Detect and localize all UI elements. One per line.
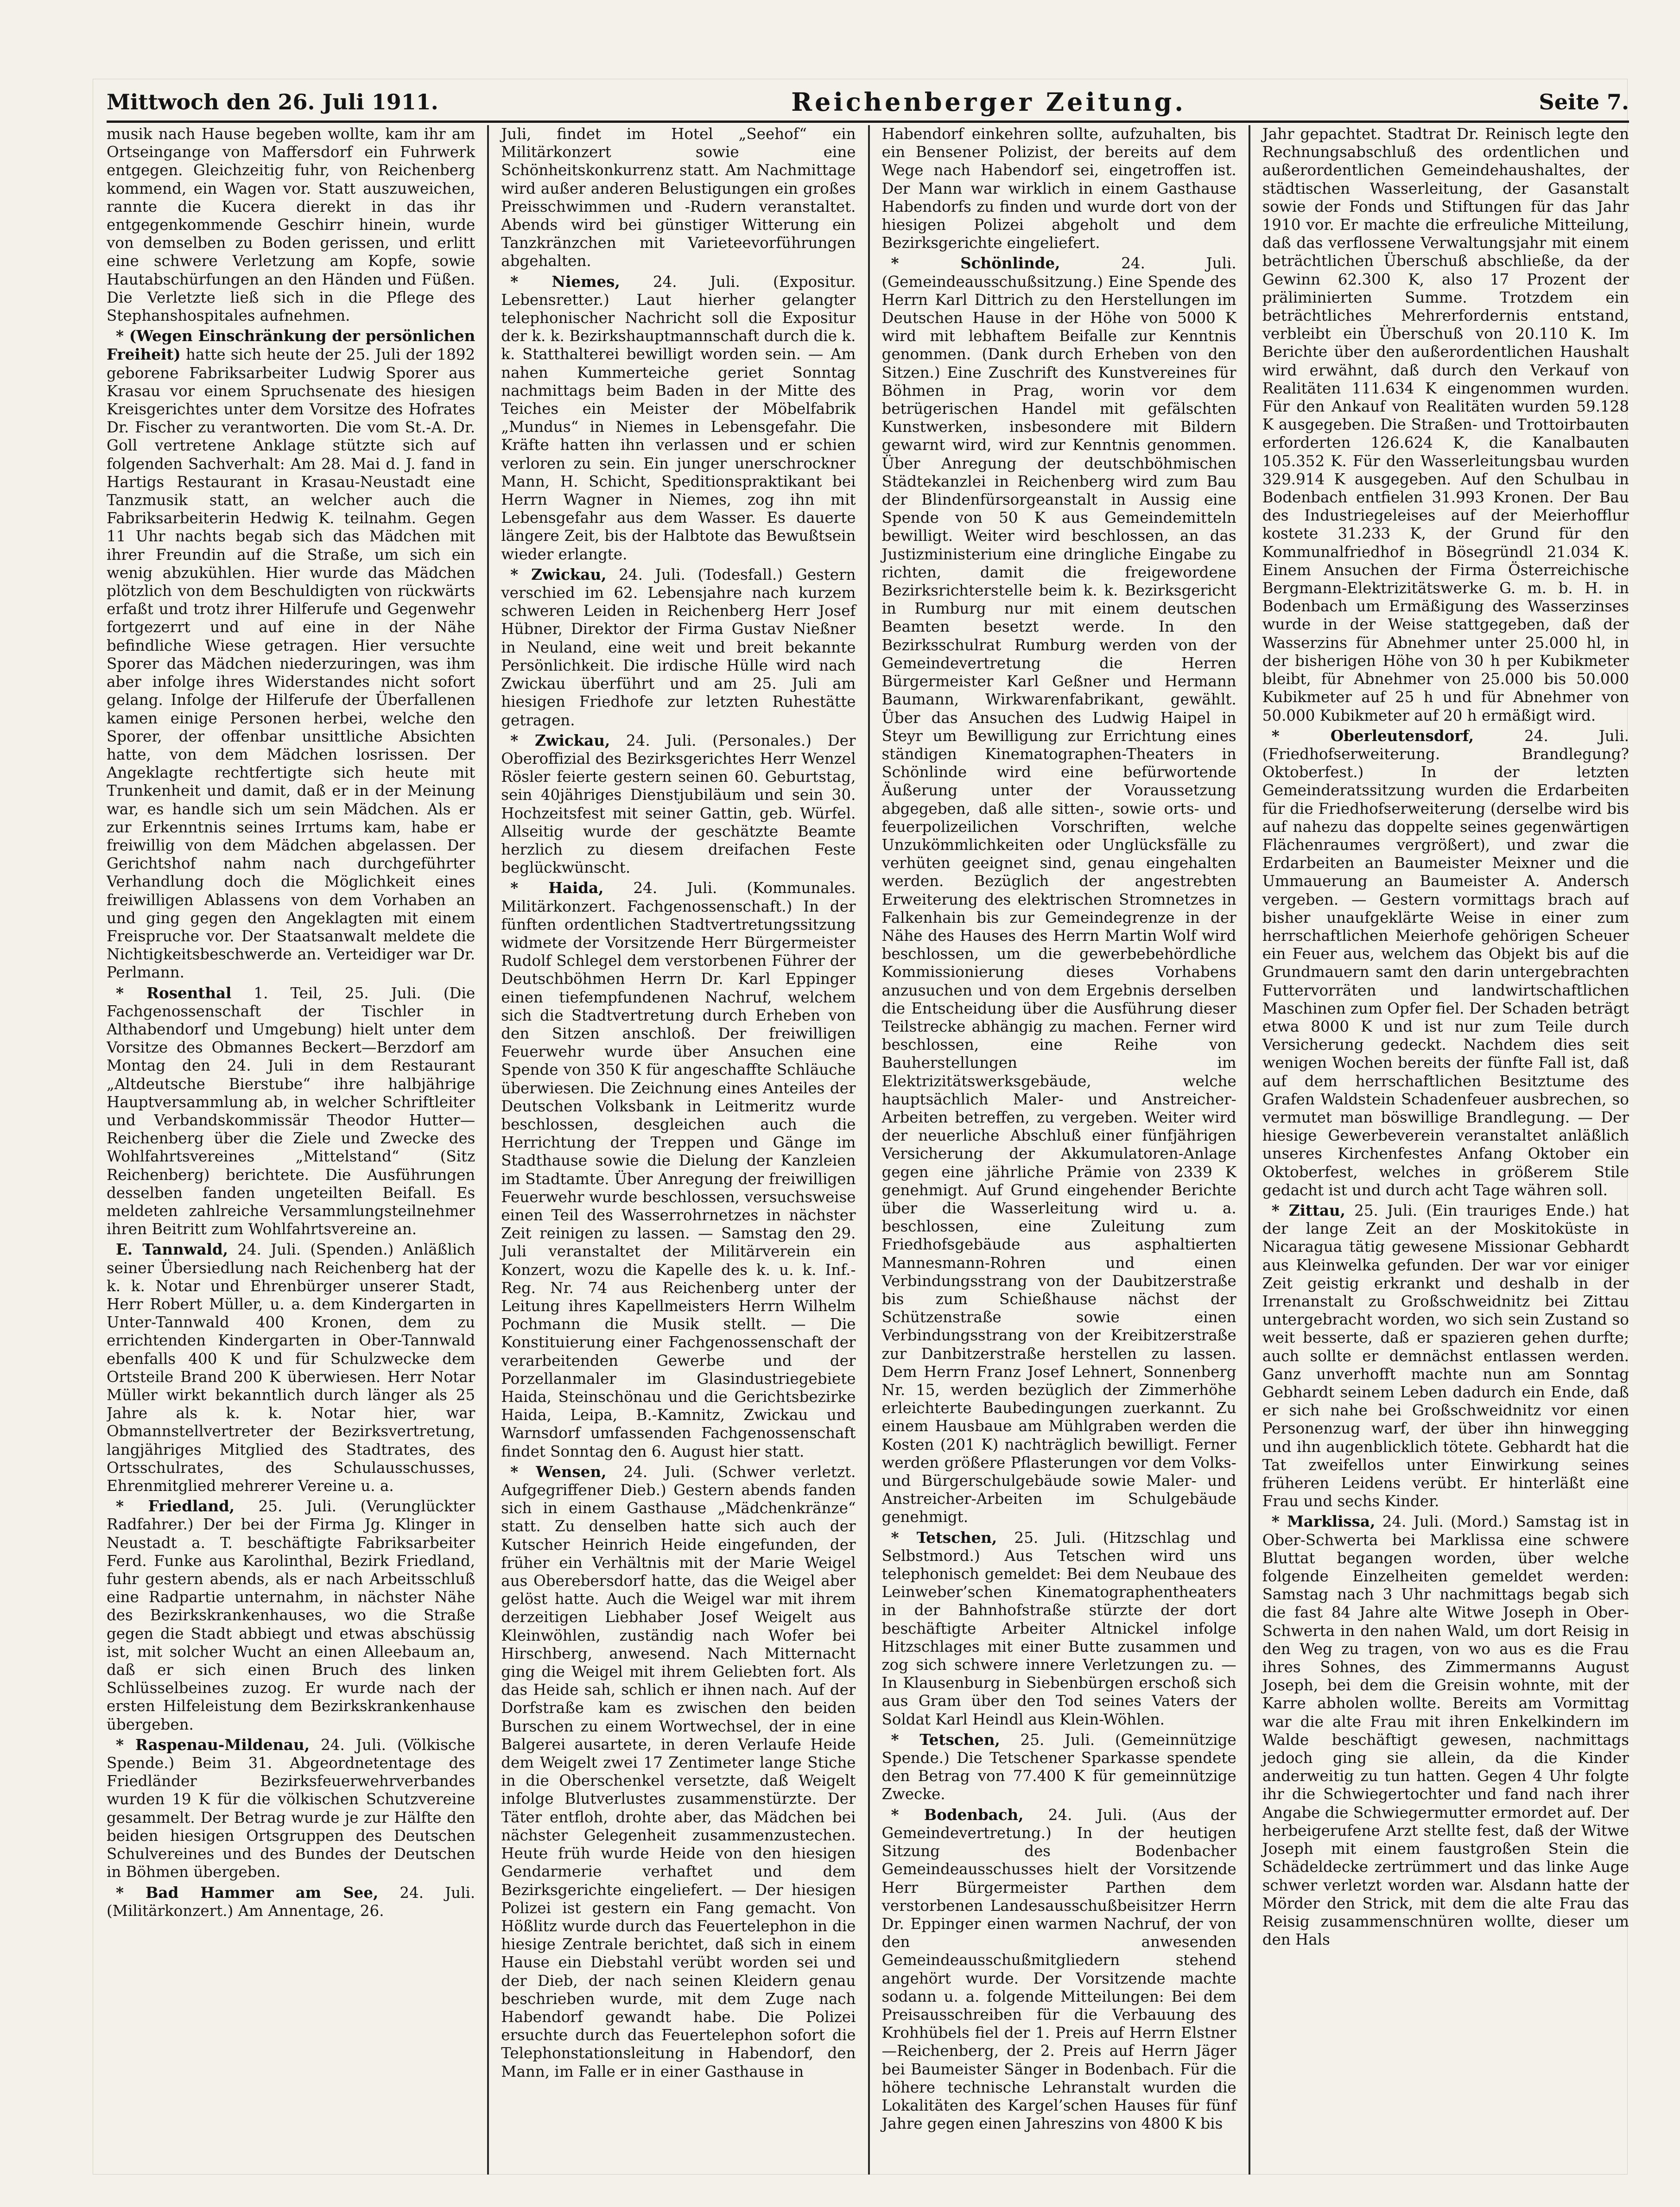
article-body: 24. Juli. (Friedhofserweiterung. Brandlegung? Oktoberfest.) In der letzten Gemeinderatssitzung wurden die Erdarbeiten für die Friedhofserweiterung (derselbe wird bis auf nahezu das doppelte seines gegenwärtigen Flächenraumes vergrößert), und zwar die Erdarbeiten an Baumeister Meixner und die Ummauerung an Baumeister A. Andersch vergeben. — Gestern vormittags brach auf bisher unaufgeklärte Weise in einer zum herrschaftlichen Meierhofe gehörigen Scheuer ein Feuer aus, welchem das Objekt bis auf die Grundmauern samt den darin untergebrachten Futtervorräten und landwirtschaftlichen Maschinen zum Opfer fiel. Der Schaden beträgt etwa 8000 K und ist nur zum Teile durch Versicherung gedeckt. Nachdem dies seit wenigen Wochen bereits der fünfte Fall ist, daß auf dem herrschaftlichen Besitztume des Grafen Waldstein Schadenfeuer ausbrechen, so vermutet man böswillige Brandlegung. — Der hiesige Gewerbeverein veranstaltet anläßlich unseres Kirchenfestes Anfang Oktober ein Oktoberfest, welches in größerem Stile gedacht ist und durch acht Tage währen soll. [1262, 727, 1629, 1199]
article [107, 1736, 475, 1882]
page-header [107, 83, 1629, 123]
article-dateline: * Marklissa, [1271, 1512, 1376, 1531]
newspaper-title: Reichenberger Zeitung. [791, 87, 1186, 117]
article-dateline: * Zwickau, [510, 565, 607, 583]
article-body: 24. Juli. (Kommunales. Militärkonzert. Fachgenossenschaft.) In der fünften ordentlichen Stadtvertretungssitzung widmete der Vorsitzende Herr Bürgermeister Rudolf Schlegel dem verstorbenen Führer der Deutschböhmen Herrn Dr. Karl Eppinger einen tiefempfundenen Nachruf, welchem sich die Stadtvertretung durch Erheben von den Sitzen anschloß. Der freiwilligen Feuerwehr wurde über Ansuchen eine Spende von 350 K für angeschaffte Schläuche überwiesen. Die Zeichnung eines Anteiles der Deutschen Volksbank in Leitmeritz wurde beschlossen, desgleichen auch die Herrichtung der Treppen und Gänge im Stadthause sowie die Dielung der Kanzleien im Stadtamte. Über Anregung der freiwilligen Feuerwehr wurde beschlossen, versuchsweise einen Teil des Wasserrohrnetzes in nächster Zeit reinigen zu lassen. — Samstag den 29. Juli veranstaltet der Militärverein ein Konzert, wozu die Kapelle des k. u. k. Inf.-Reg. Nr. 74 aus Reichenberg unter der Leitung ihres Kapellmeisters Herrn Wilhelm Pochmann die Musik stellt. — Die Konstituierung einer Fachgenossenschaft der verarbeitenden Gewerbe und der Porzellanmaler im Glasindustriegebiete Haida, Steinschönau und die Gerichtsbezirke Haida, Leipa, B.-Kamnitz, Zwickau und Warnsdorf umfassenden Fachgenossenschaft findet Sonntag den 6. August hier statt. [501, 879, 856, 1460]
article-body: 24. Juli. (Aus der Gemeindevertretung.) In der heutigen Sitzung des Bodenbacher Gemeindeausschusses hielt der Vorsitzende Herr Bürgermeister Parthen dem verstorbenen Landesausschußbeisitzer Herrn Dr. Eppinger einen warmen Nachruf, der von den anwesenden Gemeindeausschußmitgliedern stehend angehört wurde. Der Vorsitzende machte sodann u. a. folgende Mitteilungen: Bei dem Preisausschreiben für die Verbauung des Krohhübels fiel der 1. Preis auf Herrn Elstner—Reichenberg, der 2. Preis auf Herrn Jäger bei Baumeister Sänger in Bodenbach. Für die höhere technische Lehranstalt wurden die Lokalitäten des Kargel’schen Hauses für fünf Jahre gegen einen Jahreszins von 4800 K bis [881, 1806, 1236, 2133]
article-dateline: * Zittau, [1271, 1201, 1345, 1219]
article-body: 24. Juli. (Militärkonzert.) Am Annentage, 26. [107, 1884, 475, 1920]
header-date: Mittwoch den 26. Juli 1911. [107, 89, 438, 114]
article-body: hatte sich heute der 25. Juli der 1892 geborene Fabriksarbeiter Ludwig Sporer aus Krasau vor einem Spruchsenate des hiesigen Kreisgerichtes unter dem Vorsitze des Hofrates Dr. Fischer zu verantworten. Die vom St.-A. Dr. Goll vertretene Anklage stützte sich auf folgenden Sachverhalt: Am 28. Mai d. J. fand in Hartigs Restaurant in Krasau-Neustadt eine Tanzmusik statt, an welcher auch die Fabriksarbeiterin Hedwig K. teilnahm. Gegen 11 Uhr nachts begab sich das Mädchen mit ihrer Freundin auf die Straße, um sich ein wenig abzukühlen. Hier wurde das Mädchen plötzlich von dem Beschuldigten von rückwärts erfaßt und trotz ihrer Hilferufe und Gegenwehr fortgezerrt und auf eine in der Nähe befindliche Wiese getragen. Hier versuchte Sporer das Mädchen niederzuringen, was ihm aber infolge ihres Widerstandes nicht sofort gelang. Infolge der Hilferufe der Überfallenen kamen einige Personen herbei, welche den Sporer, der offenbar unsittliche Absichten hatte, von dem Mädchen losrissen. Der Angeklagte rechtfertigte sich heute mit Trunkenheit und damit, daß er in der Meinung war, es handle sich um sein Mädchen. Als er zur Erkenntnis seines Irrtums kam, habe er freiwillig von dem Mädchen abgelassen. Der Gerichtshof nahm nach durchgeführter Verhandlung doch die Möglichkeit eines freiwilligen Ablassens von dem Vorhaben an und ging gegen den Angeklagten mit einem Freispruche vor. Der Staatsanwalt meldete die Nichtigkeitsbeschwerde an. Verteidiger war Dr. Perlmann. [107, 346, 475, 982]
article-dateline: * Zwickau, [510, 731, 610, 749]
article-continuation: Habendorf einkehren sollte, aufzuhalten, bis ein Bensener Polizist, der bereits auf dem Wege nach Habendorf sei, eingetroffen ist. Der Mann war wirklich in einem Gasthause Habendorfs zu finden und wurde dort von der hiesigen Polizei abgeholt und dem Bezirksgerichte eingeliefert. [881, 125, 1236, 252]
article-dateline: * (Wegen Einschränkung der persönlichen Freiheit) [107, 327, 475, 364]
article-dateline: * Oberleutensdorf, [1271, 726, 1474, 745]
article-dateline: * Tetschen, [891, 1730, 1000, 1749]
article-dateline: * Rosenthal [116, 983, 232, 1002]
article-body: 24. Juli. (Schwer verletzt. Aufgegriffener Dieb.) Gestern abends fanden sich in einem Gasthause „Mädchenkränze“ statt. Zu denselben hatte sich auch der Kutscher Heinrich Heide eingefunden, der früher ein Verhältnis mit der Marie Weigel aus Oberebersdorf hatte, das die Weigel aber gelöst hatte. Auch die Weigel war mit ihrem derzeitigen Liebhaber Josef Weigelt aus Kleinwöhlen, zuständig nach Wofer bei Hirschberg, anwesend. Nach Mitternacht ging die Weigel mit ihrem Geliebten fort. Als das Heide sah, schlich er ihnen nach. Auf der Dorfstraße kam es zwischen den beiden Burschen zu einem Wortwechsel, der in eine Balgerei ausartete, in deren Verlaufe Heide dem Weigelt zwei 17 Zentimeter lange Stiche in die Oberschenkel versetzte, daß Weigelt infolge Blutverlustes zusammenstürzte. Der Täter entfloh, drohte aber, das Mädchen bei nächster Gelegenheit zusammenzustechen. Heute früh wurde Heide von den hiesigen Gendarmerie verhaftet und dem Bezirksgerichte eingeliefert. — Der hiesigen Polizei ist gestern ein Fang gemacht. Von Hößlitz wurde durch das Feuertelephon in die hiesige Zentrale berichtet, daß sich in einem Hause ein Diebstahl verübt worden sei und der Dieb, der nach seinen Kleidern genau beschrieben wurde, mit dem Zuge nach Habendorf gewandt habe. Die Polizei ersuchte durch das Feuertelephon sofort die Telephonstationsleitung in Habendorf, den Mann, im Falle er in einer Gasthause in [501, 1463, 856, 2080]
article-body: 24. Juli. (Todesfall.) Gestern verschied im 62. Lebensjahre nach kurzem schweren Leiden in Reichenberg Herr Josef Hübner, Direktor der Firma Gustav Nießner in Neuland, eine weit und breit bekannte Persönlichkeit. Die irdische Hülle wird nach Zwickau überführt und am 25. Juli am hiesigen Friedhofe zur letzten Ruhestätte getragen. [501, 565, 856, 729]
page-number: Seite 7. [1539, 89, 1629, 114]
article-dateline: * Schönlinde, [891, 254, 1060, 273]
article-dateline: * Haida, [510, 879, 604, 897]
article-body: 24. Juli. (Mord.) Samstag ist in Ober-Schwerta bei Marklissa eine schwere Bluttat begangen worden, über welche folgende Einzelheiten gemeldet werden: Samstag nach 3 Uhr nachmittags begab sich die fast 84 Jahre alte Witwe Joseph in Ober-Schwerta in den nahen Wald, um dort Reisig in den Weg zu tragen, von wo aus es die Frau ihres Sohnes, des Zimmermanns August Joseph, bei dem die Greisin wohnte, mit der Karre abholen wollte. Bereits am Vormittag war die alte Frau mit ihren Enkelkindern im Walde beschäftigt gewesen, nachmittags jedoch ging sie allein, da die Kinder anderweitig zu tun hatten. Gegen 4 Uhr folgte ihr die Schwiegertochter und fand nach ihrer Angabe die Schwiegermutter ermordet auf. Der herbeigerufene Arzt stellte fest, daß der Witwe Joseph mit einem faustgroßen Stein die Schädeldecke zertrümmert und das linke Auge schwer verletzt worden war. Alsdann hatte der Mörder den Strick, mit dem die alte Frau das Reisig zusammenschnüren wollte, dieser um den Hals [1262, 1513, 1629, 1949]
article-dateline: E. Tannwald, [116, 1240, 228, 1259]
article [882, 254, 1236, 1526]
article [501, 273, 856, 564]
column-4 [1249, 125, 1629, 2175]
article [882, 1528, 1236, 1729]
article [1262, 727, 1629, 1199]
article [107, 1240, 475, 1495]
article-continuation: musik nach Hause begeben wollte, kam ihr am Ortseingange von Maffersdorf ein Fuhrwerk entgegen. Gleichzeitig fuhr, von Reichenberg kommend, ein Wagen vor. Statt auszuweichen, rannte die Kucera dierekt in das ihr entgegenkommende Geschirr hinein, wurde von demselben zu Boden gerissen, und erlitt eine schwere Verletzung am Kopfe, sowie Hautabschürfungen an den Händen und Füßen. Die Verletzte ließ sich in die Pflege des Stephanshospitales aufnehmen. [107, 125, 475, 325]
article [107, 327, 475, 982]
article-body: 24. Juli. (Gemeindeausschußsitzung.) Eine Spende des Herrn Karl Dittrich zu den Herstellungen im Deutschen Hause in der Höhe von 5000 K wird mit lebhaftem Beifalle zur Kenntnis genommen. (Dank durch Erheben von den Sitzen.) Eine Zuschrift des Kunstvereines für Böhmen in Prag, worin vor dem betrügerischen Handel mit gefälschten Kunstwerken, insbesondere mit Bildern gewarnt wird, wird zur Kenntnis genommen. Über Anregung der deutschböhmischen Städtekanzlei in Reichenberg wird zum Bau der Blindenfürsorgeanstalt in Aussig eine Spende von 50 K aus Gemeindemitteln bewilligt. Weiter wird beschlossen, an das Justizministerium eine dringliche Eingabe zu richten, damit die freigewordene Bezirksrichterstelle beim k. k. Bezirksgericht in Rumburg nur mit einem deutschen Beamten besetzt werde. In den Bezirksschulrat Rumburg werden von der Gemeindevertretung die Herren Bürgermeister Karl Geßner und Hermann Baumann, Wirkwarenfabrikant, gewählt. Über das Ansuchen des Ludwig Haipel in Steyr um Bewilligung zur Errichtung eines ständigen Kinematographen-Theaters in Schönlinde wird eine befürwortende Äußerung unter der Voraussetzung abgegeben, daß alle sitten-, sowie orts- und feuerpolizeilichen Vorschriften, welche Unzukömmlichkeiten oder Unglücksfälle zu verhüten geeignet sind, genau eingehalten werden. Bezüglich der angestrebten Erweiterung des elektrischen Stromnetzes in Falkenhain bis zur Gemeindegrenze in der Nähe des Hauses des Herrn Martin Wolf wird beschlossen, um die gewerbebehördliche Kommissionierung dieses Vorhabens anzusuchen und von dem Ergebnis derselben die Entscheidung über die Ausführung dieser Teilstrecke abhängig zu machen. Ferner wird beschlossen, eine Reihe von Bauherstellungen im Elektrizitätswerksgebäude, welche hauptsächlich Maler- und Anstreicher-Arbeiten betreffen, zu vergeben. Weiter wird der neuerliche Abschluß einer fünfjährigen Versicherung der Akkumulatoren-Anlage gegen eine jährliche Prämie von 2339 K genehmigt. Auf Grund eingehender Berichte über die Wasserleitung wird u. a. beschlossen, eine Zuleitung zum Friedhofsgebäude aus asphaltierten Mannesmann-Rohren und einen Verbindungsstrang von der Daubitzerstraße bis zum Schießhause nächst der Schützenstraße sowie einen Verbindungsstrang von der Kreibitzerstraße zur Danbitzerstraße herstellen zu lassen. Dem Herrn Franz Josef Lehnert, Sonnenberg Nr. 15, werden bezüglich der Zimmerhöhe erleichterte Baubedingungen zuerkannt. Zu einem Hausbaue am Mühlgraben werden die Kosten (201 K) nachträglich bewilligt. Ferner werden größere Pflasterungen vor dem Volks- und Bürgerschulgebäude sowie Maler- und Anstreicher-Arbeiten im Schulgebäude genehmigt. [881, 254, 1236, 1526]
article-dateline: * Bodenbach, [891, 1805, 1024, 1824]
article-body: 25. Juli. (Ein trauriges Ende.) hat der lange Zeit an der Moskitoküste in Nicaragua tätig gewesene Missionar Gebhardt aus Kleinwelka gefunden. Der war vor einiger Zeit geistig erkrankt und deshalb in der Irrenanstalt zu Großschweidnitz bei Zittau untergebracht worden, wo sich sein Zustand so weit besserte, daß er spazieren gehen durfte; auch sollte er demnächst entlassen werden. Ganz unverhofft machte nun am Sonntag Gebhardt seinem Leben dadurch ein Ende, daß er sich nahe bei Großschweidnitz vor einen Personenzug warf, der über ihn hinwegging und ihn augenblicklich tötete. Gebhardt hat die Tat zweifellos unter Einwirkung seines früheren Leidens verübt. Er hinterläßt eine Frau und sechs Kinder. [1262, 1201, 1629, 1510]
article [1262, 1201, 1629, 1510]
article-body: 24. Juli. (Spenden.) Anläßlich seiner Übersiedlung nach Reichenberg hat der k. k. Notar und Ehrenbürger unserer Stadt, Herr Robert Müller, u. a. dem Kindergarten in Unter-Tannwald 400 Kronen, dem zu errichtenden Kindergarten in Ober-Tannwald ebenfalls 400 K und für Schulzwecke dem Ortsteile Brand 200 K überwiesen. Herr Notar Müller wirkt bekanntlich durch länger als 25 Jahre als k. k. Notar hier, war Obmannstellvertreter der Bezirksvertretung, langjähriges Mitglied des Stadtrates, des Ortsschulrates, des Schulausschusses, Ehrenmitglied mehrerer Vereine u. a. [107, 1241, 475, 1495]
article-columns [107, 125, 1629, 2175]
article [882, 1731, 1236, 1804]
article-body: 24. Juli. (Expositur. Lebensretter.) Laut hierher gelangter telephonischer Nachricht soll die Expositur der k. k. Bezirkshauptmannschaft durch die k. k. Statthalterei bewilligt worden sein. — Am nahen Kummerteiche geriet Sonntag nachmittags beim Baden in der Mitte des Teiches ein Meister der Möbelfabrik „Mundus“ in Niemes in Lebensgefahr. Die Kräfte hatten ihn verlassen und er schien verloren zu sein. Ein junger unerschrockner Mann, H. Schicht, Speditionspraktikant bei Herrn Wagner in Niemes, zog ihn mit Lebensgefahr aus dem Wasser. Es dauerte längere Zeit, bis der Halbtote das Bewußtsein wieder erlangte. [501, 273, 856, 563]
article-dateline: * Friedland, [116, 1497, 235, 1516]
article [501, 565, 856, 729]
article-continuation: Jahr gepachtet. Stadtrat Dr. Reinisch legte den Rechnungsabschluß des ordentlichen und außerordentlichen Gemeindehaushaltes, der städtischen Wasserleitung, der Gasanstalt sowie der Fonds und Stiftungen für das Jahr 1910 vor. Er machte die erfreuliche Mitteilung, daß das verflossene Verwaltungsjahr mit einem beträchtlichen Überschuß abschließe, da der Gewinn 62.300 K, also 17 Prozent der präliminierten Summe. Trotzdem ein beträchtliches Mehrerfordernis entstand, verbleibt ein Überschuß von 20.110 K. Im Berichte über den außerordentlichen Haushalt wird erwähnt, daß durch den Verkauf von Realitäten 111.634 K eingenommen wurden. Für den Ankauf von Realitäten wurden 59.128 K ausgegeben. Die Straßen- und Trottoirbauten erforderten 126.624 K, die Kanalbauten 105.352 K. Für den Wasserleitungsbau wurden 329.914 K ausgegeben. Auf den Schulbau in Bodenbach entfielen 31.993 Kronen. Der Bau des Industriegeleises auf der Meierhofflur kostete 31.233 K, der Grund für den Kommunalfriedhof in Bösegründl 21.034 K. Einem Ansuchen der Firma Österreichische Bergmann-Elektrizitätswerke G. m. b. H. in Bodenbach um Ermäßigung des Wasserzinses wurde in der Weise stattgegeben, daß der Wasserzins für Abnehmer unter 25.000 hl, in der bisherigen Höhe von 30 h per Kubikmeter bleibt, für Abnehmer von 25.000 bis 50.000 Kubikmeter auf 25 h und für Abnehmer von 50.000 Kubikmeter auf 20 h ermäßigt wird. [1262, 125, 1629, 724]
article-body: 25. Juli. (Hitzschlag und Selbstmord.) Aus Tetschen wird uns telephonisch gemeldet: Bei dem Neubaue des Leinweber’schen Kinematographentheaters in der Bahnhofstraße stürzte der dort beschäftigte Arbeiter Altnickel infolge Hitzschlages mit einer Butte zusammen und zog sich schwere innere Verletzungen zu. — In Klausenburg in Siebenbürgen erschoß sich aus Gram über den Tod seines Vaters der Soldat Karl Heindl aus Klein-Wöhlen. [881, 1528, 1236, 1728]
column-3 [868, 125, 1249, 2175]
column-1 [107, 125, 487, 2175]
article [107, 984, 475, 1239]
article-body: 24. Juli. (Personales.) Der Oberoffizial des Bezirksgerichtes Herr Wenzel Rösler feierte gestern seinen 60. Geburtstag, sein 40jähriges Dienstjubiläum und sein 30. Hochzeitsfest mit seiner Gattin, geb. Würfel. Allseitig wurde der geschätzte Beamte herzlich zu diesem dreifachen Feste beglückwünscht. [501, 731, 856, 877]
article-body: 24. Juli. (Völkische Spende.) Beim 31. Abgeordnetentage des Friedländer Bezirksfeuerwehrverbandes wurden 19 K für die völkischen Schutzvereine gesammelt. Der Betrag wurde je zur Hälfte den beiden hiesigen Ortsgruppen des Deutschen Schulvereines und des Bundes der Deutschen in Böhmen übergeben. [107, 1736, 475, 1881]
article [501, 1463, 856, 2081]
article-dateline: * Tetschen, [891, 1528, 997, 1547]
column-2 [487, 125, 868, 2175]
article-dateline: * Bad Hammer am See, [116, 1883, 379, 1902]
article [501, 879, 856, 1461]
article-dateline: * Niemes, [510, 272, 620, 291]
article [882, 1806, 1236, 2133]
article [107, 1884, 475, 1920]
article [1262, 1512, 1629, 1949]
article-body: 25. Juli. (Verunglückter Radfahrer.) Der bei der Firma Jg. Klinger in Neustadt a. T. beschäftigte Fabriksarbeiter Ferd. Funke aus Karolinthal, Bezirk Friedland, fuhr gestern abends, als er nach Arbeitsschluß eine Radpartie unternahm, in nächster Nähe des Bezirkskrankenhauses, wo die Straße gegen die Stadt abbiegt und etwas abschüssig ist, mit solcher Wucht an einen Alleebaum an, daß er sich einen Bruch des linken Schlüsselbeines zuzog. Er wurde nach der ersten Hilfeleistung dem Bezirkskrankenhause übergeben. [107, 1497, 475, 1733]
article-body: 1. Teil, 25. Juli. (Die Fachgenossenschaft der Tischler in Althabendorf und Umgebung) hielt unter dem Vorsitze des Obmannes Beckert—Berzdorf am Montag den 24. Juli in dem Restaurant „Altdeutsche Bierstube“ ihre halbjährige Hauptversammlung ab, in welcher Schriftleiter und Verbandskommissär Theodor Hutter—Reichenberg über die Ziele und Zwecke des Wohlfahrtsvereines „Mittelstand“ (Sitz Reichenberg) berichtete. Die Ausführungen desselben fanden ungeteilten Beifall. Es meldeten zahlreiche Versammlungsteilnehmer ihren Beitritt zum Wohlfahrtsvereine an. [107, 984, 475, 1238]
article [501, 731, 856, 877]
article-body: 25. Juli. (Gemeinnützige Spende.) Die Tetschener Sparkasse spendete den Betrag von 77.400 K für gemeinnützige Zwecke. [881, 1731, 1236, 1803]
article [107, 1497, 475, 1734]
article-dateline: * Wensen, [510, 1462, 607, 1481]
article-dateline: * Raspenau-Mildenau, [116, 1735, 310, 1754]
article-continuation: Juli, findet im Hotel „Seehof“ ein Militärkonzert sowie eine Schönheitskonkurrenz statt. Am Nachmittage wird außer anderen Belustigungen ein großes Preisschwimmen und -Rudern veranstaltet. Abends wird bei günstiger Witterung ein Tanzkränzchen mit Varieteevorführungen abgehalten. [501, 125, 856, 270]
